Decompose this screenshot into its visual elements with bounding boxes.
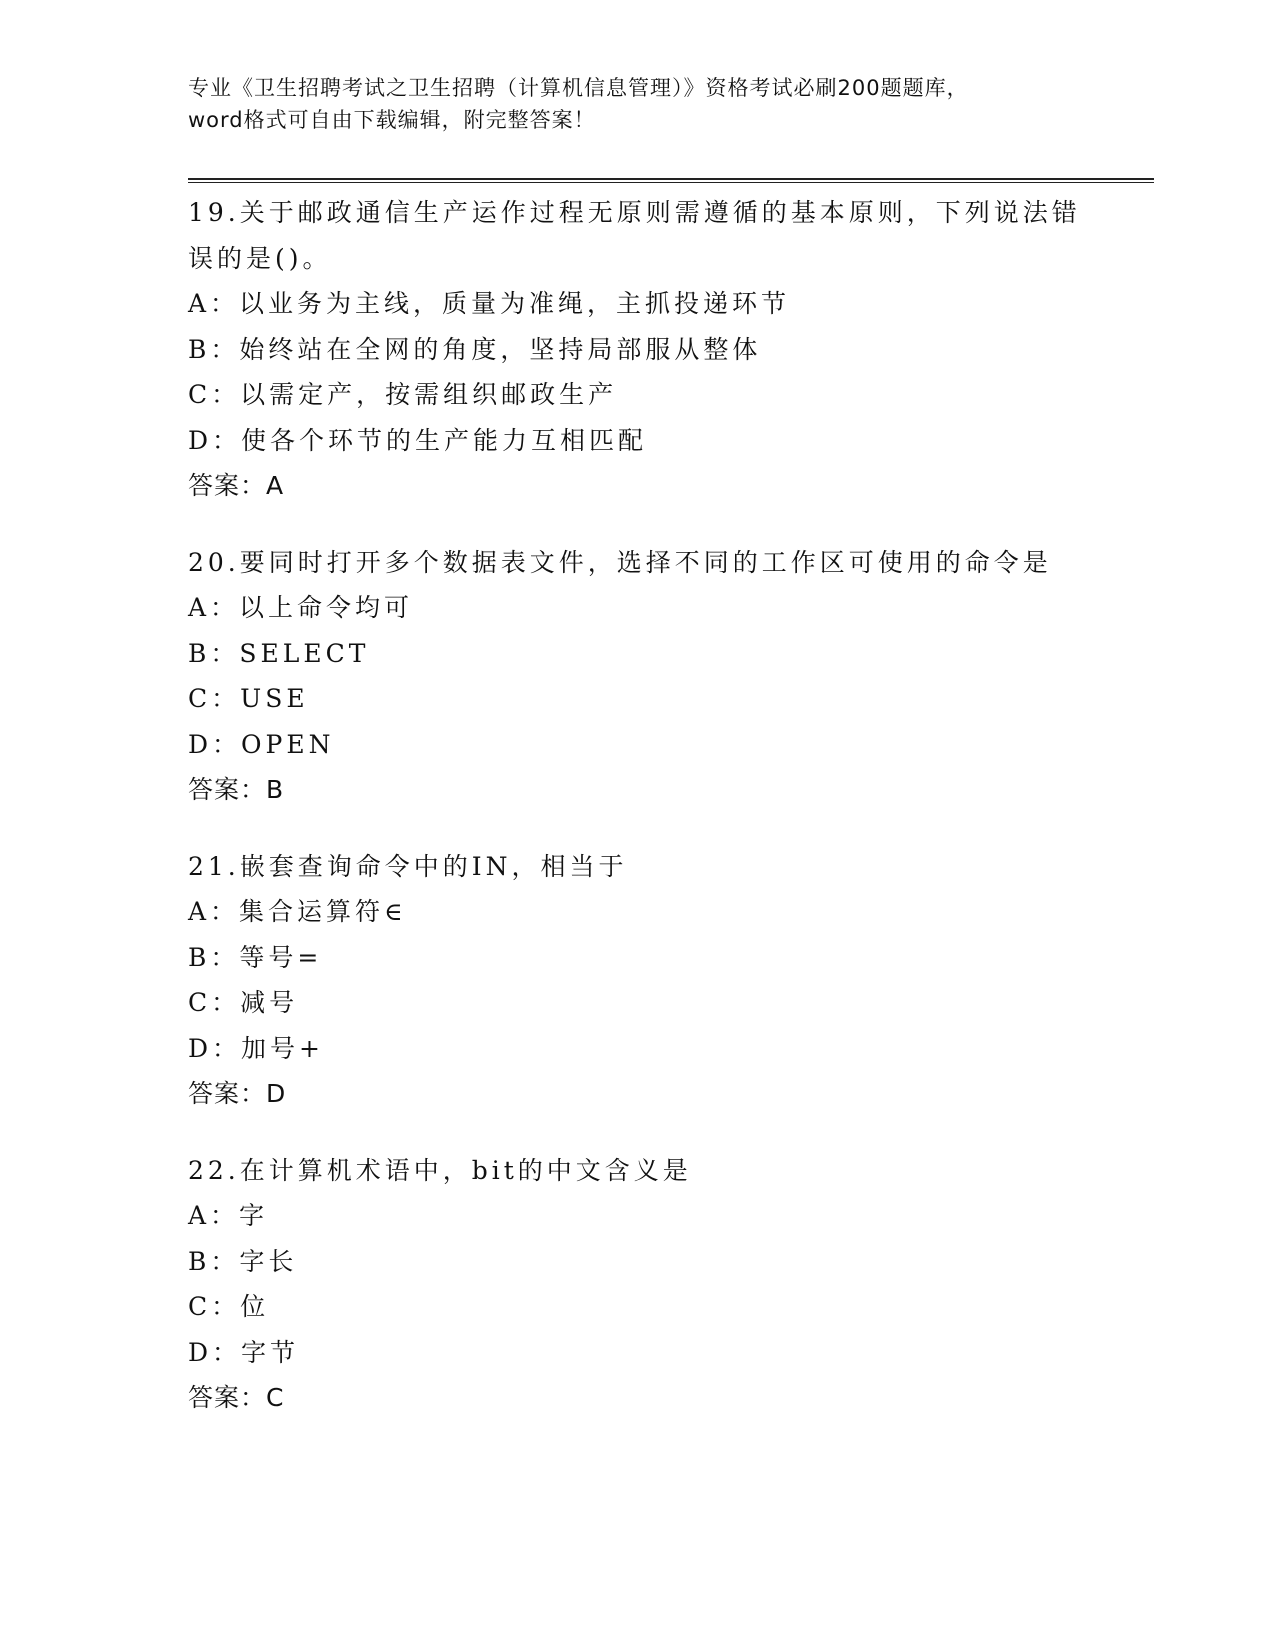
option-d: D：使各个环节的生产能力互相匹配 xyxy=(188,425,648,455)
question-20 xyxy=(188,540,1088,813)
option-c: C：以需定产，按需组织邮政生产 xyxy=(188,380,618,409)
answer-label: 答案：C xyxy=(188,1383,285,1412)
question-stem: 19.关于邮政通信生产运作过程无原则需遵循的基本原则，下列说法错 xyxy=(188,198,1081,227)
header-title-line-1: 专业《卫生招聘考试之卫生招聘（计算机信息管理）》资格考试必刷200题题库， xyxy=(188,76,969,100)
question-stem: 20.要同时打开多个数据表文件，选择不同的工作区可使用的命令是 xyxy=(188,547,1052,577)
option-a: A：以业务为主线，质量为准绳，主抓投递环节 xyxy=(188,289,791,318)
option-b: B：SELECT xyxy=(188,638,370,668)
option-a: A：字 xyxy=(188,1201,269,1230)
answer-label: 答案：A xyxy=(188,471,285,500)
question-stem: 误的是()。 xyxy=(188,243,332,273)
option-c: C：USE xyxy=(188,684,309,713)
option-a: A：以上命令均可 xyxy=(188,593,414,622)
question-list xyxy=(188,190,1088,1452)
option-a: A：集合运算符∈ xyxy=(188,897,407,926)
question-21 xyxy=(188,844,1088,1117)
answer-label: 答案：B xyxy=(188,775,285,804)
question-stem: 22.在计算机术语中，bit的中文含义是 xyxy=(188,1155,692,1185)
header-title-line-2: word格式可自由下载编辑，附完整答案！ xyxy=(188,108,596,132)
header-double-rule xyxy=(188,178,1154,183)
option-d: D：字节 xyxy=(188,1337,300,1367)
question-22 xyxy=(188,1148,1088,1421)
option-c: C：减号 xyxy=(188,988,299,1017)
option-b: B：始终站在全网的角度，坚持局部服从整体 xyxy=(188,334,762,364)
option-b: B：字长 xyxy=(188,1246,298,1276)
option-c: C：位 xyxy=(188,1292,270,1321)
question-stem: 21.嵌套查询命令中的IN，相当于 xyxy=(188,851,628,881)
document-header xyxy=(188,72,1088,136)
answer-label: 答案：D xyxy=(188,1079,287,1108)
question-19 xyxy=(188,190,1088,509)
option-d: D：加号+ xyxy=(188,1033,324,1063)
option-d: D：OPEN xyxy=(188,729,335,759)
option-b: B：等号= xyxy=(188,942,323,972)
